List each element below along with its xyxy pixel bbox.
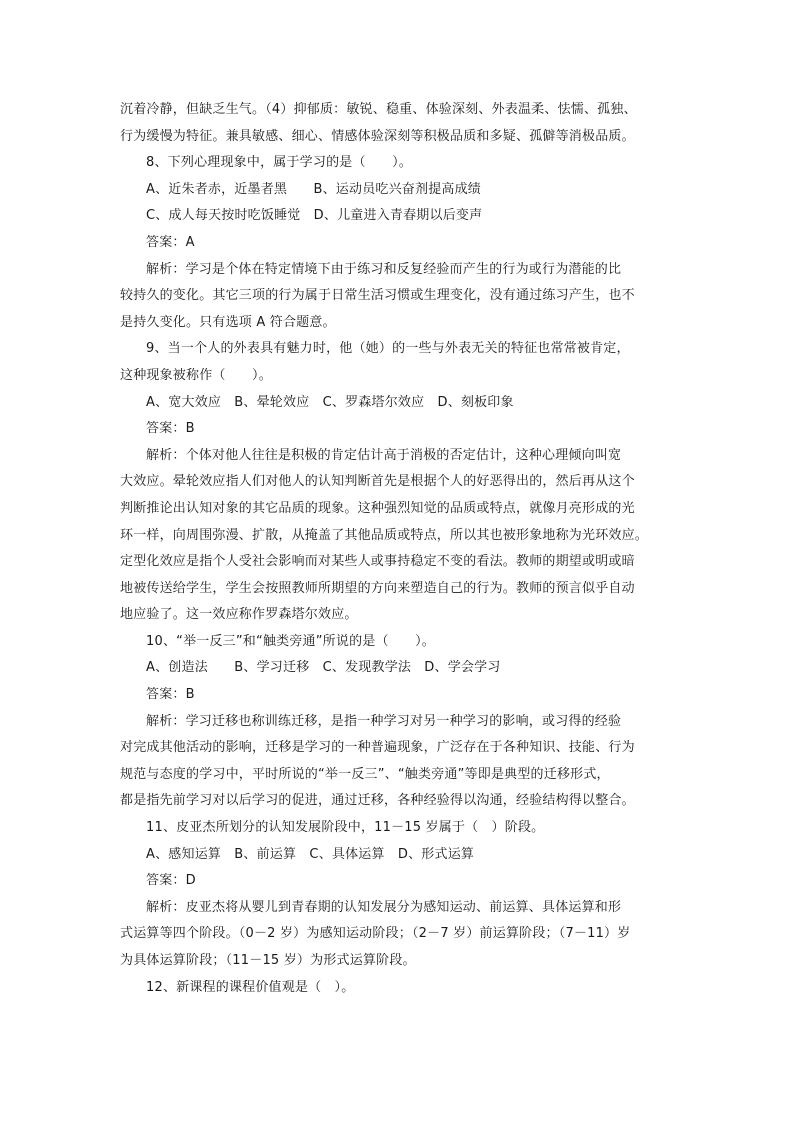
text-line: 沉着冷静，但缺乏生气。（4）抑郁质：敏锐、稳重、体验深刻、外表温柔、怯懦、孤独、 xyxy=(120,102,637,117)
text-line: 环一样，向周围弥漫、扩散，从掩盖了其他品质或特点，所以其也被形象地称为光环效应。 xyxy=(120,527,649,543)
text-line: 解析：学习迁移也称训练迁移，是指一种学习对另一种学习的影响，或习得的经验 xyxy=(146,713,622,729)
text-line: 解析：个体对他人往往是积极的肯定估计高于消极的否定估计，这种心理倾向叫宽 xyxy=(146,447,622,463)
document-body xyxy=(120,97,680,1001)
text-line: 定型化效应是指个人受社会影响而对某些人或事持稳定不变的看法。教师的期望或明或暗 xyxy=(120,554,635,570)
text-line: 答案：B xyxy=(146,421,195,437)
text-line: 是持久变化。只有选项 A 符合题意。 xyxy=(120,314,336,330)
text-line: A、创造法 B、学习迁移 C、发现教学法 D、学会学习 xyxy=(146,660,501,676)
text-line: 判断推论出认知对象的其它品质的现象。这种强烈知觉的品质或特点，就像月亮形成的光 xyxy=(120,500,635,516)
text-line: 对完成其他活动的影响，迁移是学习的一种普遍现象，广泛存在于各种知识、技能、行为 xyxy=(120,740,635,756)
text-line: 式运算等四个阶段。（0－2 岁）为感知运动阶段；（2－7 岁）前运算阶段；（7－11）岁 xyxy=(120,926,631,942)
text-line: A、近朱者赤，近墨者黑 B、运动员吃兴奋剂提高成绩 xyxy=(146,181,482,197)
text-line: 地应验了。这一效应称作罗森塔尔效应。 xyxy=(120,607,358,623)
text-line: 行为缓慢为特征。兼具敏感、细心、情感体验深刻等积极品质和多疑、孤僻等消极品质。 xyxy=(120,128,635,144)
text-line: 8、下列心理现象中，属于学习的是（ ）。 xyxy=(146,155,412,171)
text-line: 11、皮亚杰所划分的认知发展阶段中，11－15 岁属于（ ）阶段。 xyxy=(146,820,545,836)
text-line: 规范与态度的学习中，平时所说的“举一反三”、“触类旁通”等即是典型的迁移形式， xyxy=(120,766,610,782)
text-line: 12、新课程的课程价值观是（ ）。 xyxy=(146,979,355,995)
text-line: 答案：B xyxy=(146,687,195,703)
text-line: 大效应。晕轮效应指人们对他人的认知判断首先是根据个人的好恶得出的，然后再从这个 xyxy=(120,474,635,490)
text-line: 解析：皮亚杰将从婴儿到青春期的认知发展分为感知运动、前运算、具体运算和形 xyxy=(146,899,622,915)
text-line: A、感知运算 B、前运算 C、具体运算 D、形式运算 xyxy=(146,846,475,862)
text-line: 10、“举一反三”和“触类旁通”所说的是（ ）。 xyxy=(146,633,435,649)
text-line: 都是指先前学习对以后学习的促进，通过迁移，各种经验得以沟通，经验结构得以整合。 xyxy=(120,793,635,809)
text-line: 答案：A xyxy=(146,234,195,250)
text-line: 解析：学习是个体在特定情境下由于练习和反复经验而产生的行为或行为潜能的比 xyxy=(146,261,622,277)
text-line: 这种现象被称作（ ）。 xyxy=(120,367,272,383)
text-line: A、宽大效应 B、晕轮效应 C、罗森塔尔效应 D、刻板印象 xyxy=(146,394,514,410)
text-line: 地被传送给学生，学生会按照教师所期望的方向来塑造自己的行为。教师的预言似乎自动 xyxy=(120,580,635,596)
text-line: C、成人每天按时吃饭睡觉 D、儿童进入青春期以后变声 xyxy=(146,208,483,224)
text-line: 答案：D xyxy=(146,873,196,889)
text-line: 为具体运算阶段；（11－15 岁）为形式运算阶段。 xyxy=(120,953,416,968)
text-line: 较持久的变化。其它三项的行为属于日常生活习惯或生理变化，没有通过练习产生，也不 xyxy=(120,288,635,304)
text-line: 9、当一个人的外表具有魅力时，他（她）的一些与外表无关的特征也常常被肯定， xyxy=(146,341,630,357)
